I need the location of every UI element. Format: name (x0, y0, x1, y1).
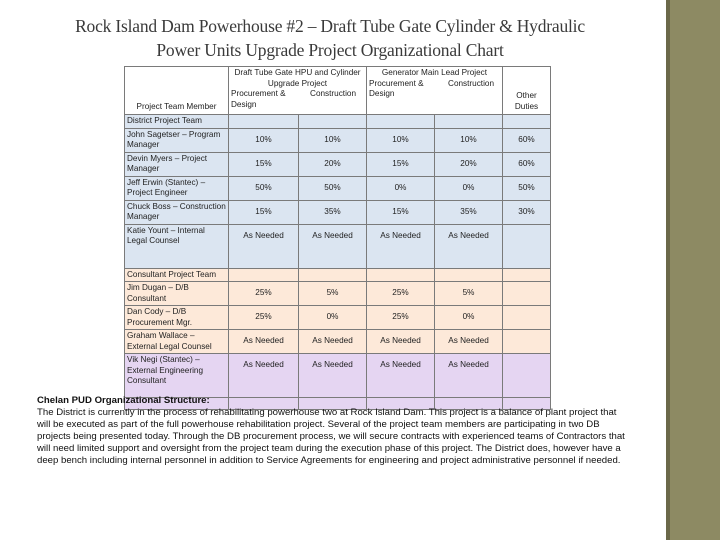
table-header-row (125, 67, 551, 115)
allocation-cell: 10% (229, 128, 299, 152)
group-2-title: Generator Main Lead Project (381, 68, 488, 77)
allocation-cell: 25% (367, 282, 435, 306)
section-row-consultant (125, 268, 551, 282)
header-group-2 (367, 67, 503, 115)
member-name: John Sagetser – Program Manager (125, 128, 229, 152)
member-name: Vik Negi (Stantec) – External Engineering Consultant (125, 354, 229, 398)
allocation-cell: 60% (503, 128, 551, 152)
member-name: Dan Cody – D/B Procurement Mgr. (125, 306, 229, 330)
allocation-cell (503, 224, 551, 268)
allocation-cell: As Needed (229, 354, 299, 398)
allocation-cell: As Needed (435, 224, 503, 268)
allocation-cell: 0% (435, 306, 503, 330)
allocation-cell: 25% (367, 306, 435, 330)
member-name: Jim Dugan – D/B Consultant (125, 282, 229, 306)
table-row (125, 176, 551, 200)
member-name: Chuck Boss – Construction Manager (125, 200, 229, 224)
title-line-2: Power Units Upgrade Project Organizational Chart (156, 40, 504, 60)
allocation-cell: 0% (435, 176, 503, 200)
allocation-cell: 35% (299, 200, 367, 224)
table-row (125, 330, 551, 354)
member-name: Graham Wallace – External Legal Counsel (125, 330, 229, 354)
group-1-procurement: Procurement & Design (231, 89, 286, 109)
allocation-cell: 15% (367, 152, 435, 176)
allocation-cell: 50% (229, 176, 299, 200)
allocation-cell (503, 330, 551, 354)
allocation-cell: As Needed (299, 224, 367, 268)
narrative-text (37, 395, 632, 468)
allocation-cell (503, 354, 551, 398)
allocation-cell: As Needed (367, 354, 435, 398)
decorative-side-bar (666, 0, 720, 540)
allocation-cell: As Needed (229, 330, 299, 354)
allocation-cell: 20% (299, 152, 367, 176)
allocation-cell: 35% (435, 200, 503, 224)
narrative-heading: Chelan PUD Organizational Structure: (37, 395, 210, 406)
allocation-cell: 20% (435, 152, 503, 176)
allocation-cell: 0% (367, 176, 435, 200)
side-bar-stripe (666, 0, 670, 540)
group-1-construction: Construction (310, 89, 356, 98)
header-other-duties (503, 67, 551, 115)
group-2-procurement: Procurement & Design (369, 78, 424, 98)
allocation-cell: 0% (299, 306, 367, 330)
allocation-cell: 15% (367, 200, 435, 224)
allocation-cell: 25% (229, 282, 299, 306)
table-row (125, 224, 551, 268)
allocation-cell: 15% (229, 152, 299, 176)
allocation-cell: 30% (503, 200, 551, 224)
table-row (125, 282, 551, 306)
allocation-cell (503, 306, 551, 330)
header-team-member (125, 67, 229, 115)
table-row (125, 128, 551, 152)
group-2-construction: Construction (448, 78, 494, 88)
allocation-cell: As Needed (435, 354, 503, 398)
allocation-cell: 10% (367, 128, 435, 152)
allocation-cell (503, 282, 551, 306)
allocation-cell: As Needed (367, 224, 435, 268)
member-name: Devin Myers – Project Manager (125, 152, 229, 176)
table-row (125, 354, 551, 398)
member-name: Katie Yount – Internal Legal Counsel (125, 224, 229, 268)
table-row (125, 306, 551, 330)
page-title (20, 14, 640, 62)
allocation-cell: 5% (435, 282, 503, 306)
header-other-duties-label: Other Duties (514, 91, 539, 111)
allocation-cell: As Needed (299, 354, 367, 398)
table-row (125, 200, 551, 224)
title-line-1: Rock Island Dam Powerhouse #2 – Draft Tube Gate Cylinder & Hydraulic (75, 16, 585, 36)
allocation-cell: 25% (229, 306, 299, 330)
allocation-cell: 60% (503, 152, 551, 176)
section-label-district: District Project Team (125, 115, 229, 129)
allocation-cell: 15% (229, 200, 299, 224)
header-team-member-label: Project Team Member (136, 101, 217, 111)
allocation-cell: 50% (503, 176, 551, 200)
section-label-consultant: Consultant Project Team (125, 268, 229, 282)
header-group-1 (229, 67, 367, 115)
allocation-cell: As Needed (435, 330, 503, 354)
section-row-district (125, 115, 551, 129)
allocation-cell: As Needed (367, 330, 435, 354)
allocation-cell: As Needed (299, 330, 367, 354)
table-row (125, 152, 551, 176)
organizational-chart-table (124, 66, 551, 410)
member-name: Jeff Erwin (Stantec) – Project Engineer (125, 176, 229, 200)
narrative-body: The District is currently in the process of rehabilitating powerhouse two at Rock Island Dam. This project is a balance of plant project that will be executed as part of the full powerhouse rehabilitation project. Several of the project team members are participating in two DB projects being presented today. Through the DB procurement process, we will secure contracts with experienced teams of Contractors that will need limited support and oversight from the project team during the execution phase of this project. The District does, however have a deep bench including internal personnel in addition to Service Agreements for engineering and project administrative personnel if needed. (37, 407, 625, 467)
allocation-cell: As Needed (229, 224, 299, 268)
allocation-cell: 50% (299, 176, 367, 200)
group-1-title: Draft Tube Gate HPU and Cylinder Upgrade Project (234, 68, 361, 88)
allocation-cell: 10% (435, 128, 503, 152)
allocation-cell: 10% (299, 128, 367, 152)
allocation-cell: 5% (299, 282, 367, 306)
